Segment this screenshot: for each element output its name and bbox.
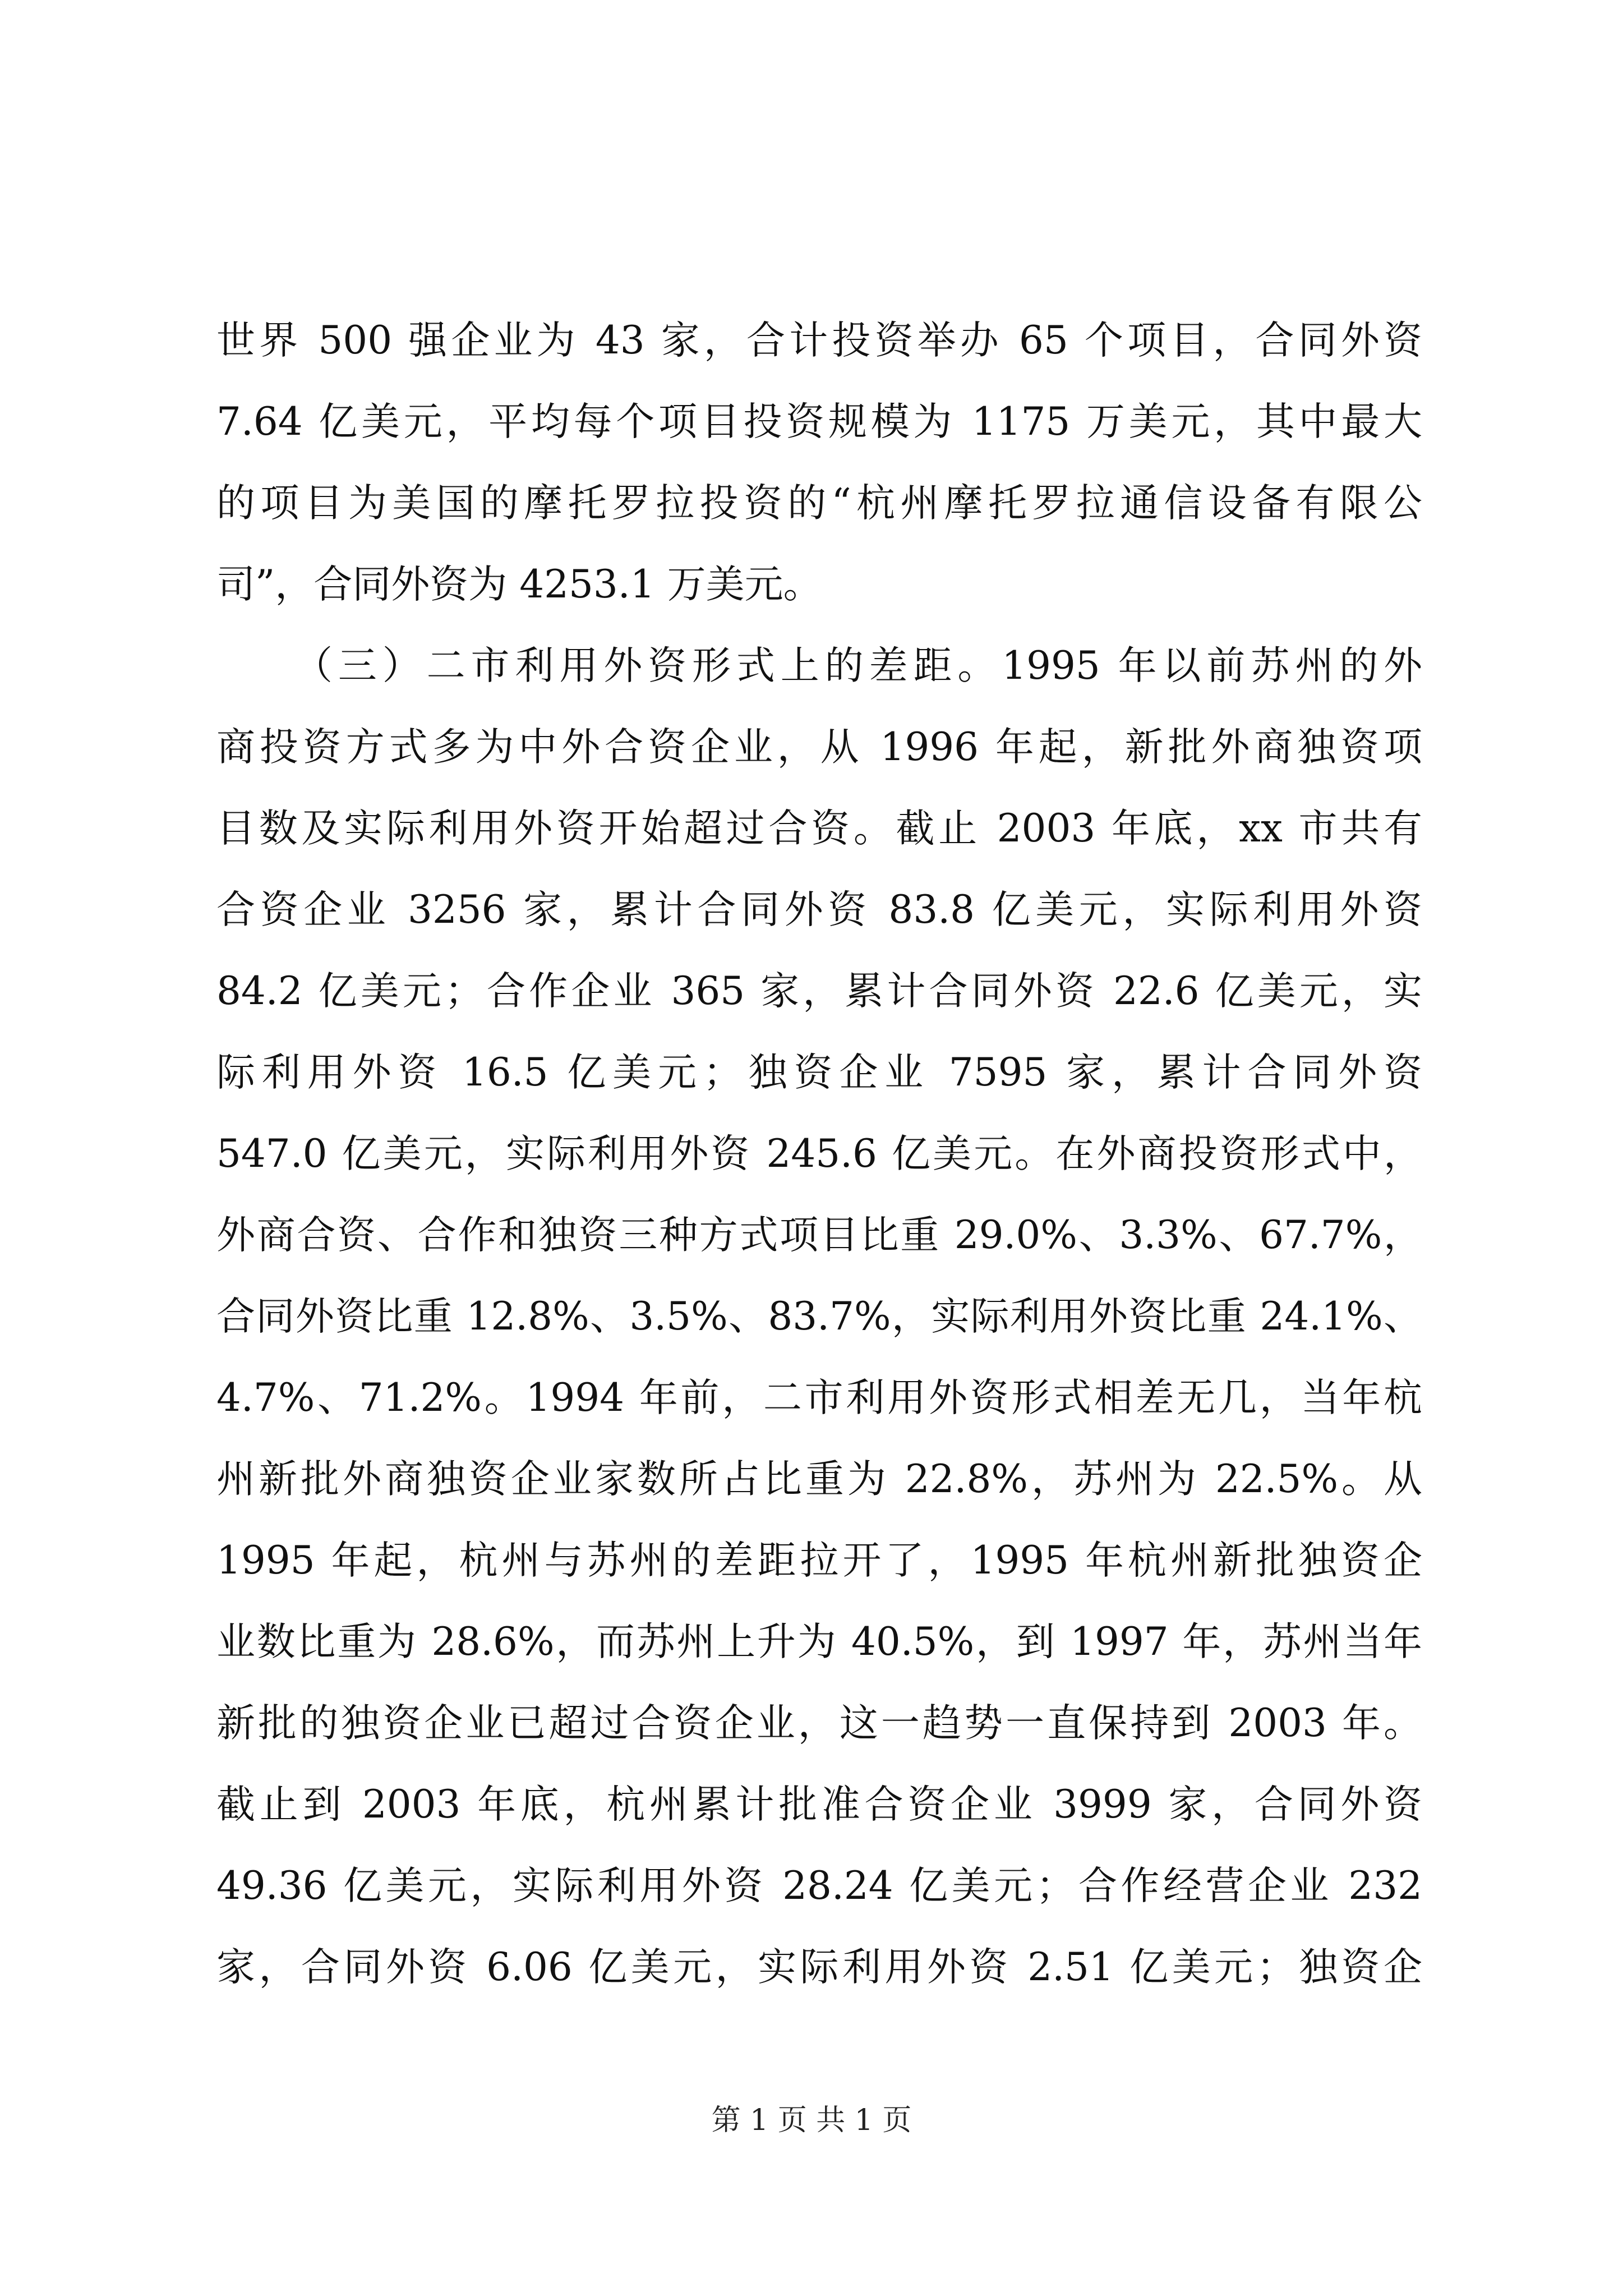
text-line: 7.64 亿美元，平均每个项目投资规模为 1175 万美元，其中最大 [216,399,1422,444]
text-line: 业数比重为 28.6%，而苏州上升为 40.5%，到 1997 年，苏州当年 [216,1619,1422,1664]
text-line: 84.2 亿美元；合作企业 365 家，累计合同外资 22.6 亿美元，实 [216,969,1422,1014]
page-number-footer: 第 1 页 共 1 页 [711,2104,912,2137]
text-line: 家，合同外资 6.06 亿美元，实际利用外资 2.51 亿美元；独资企 [216,1945,1422,1990]
text-line: 司”，合同外资为 4253.1 万美元。 [216,562,822,607]
text-line: 1995 年起，杭州与苏州的差距拉开了，1995 年杭州新批独资企 [216,1538,1422,1583]
text-line: 547.0 亿美元，实际利用外资 245.6 亿美元。在外商投资形式中， [216,1131,1422,1176]
text-line: 际利用外资 16.5 亿美元；独资企业 7595 家，累计合同外资 [216,1050,1422,1095]
text-line: 州新批外商独资企业家数所占比重为 22.8%，苏州为 22.5%。从 [216,1457,1422,1502]
text-line: 新批的独资企业已超过合资企业，这一趋势一直保持到 2003 年。 [216,1701,1422,1746]
document-body [216,300,1422,2008]
text-line: 外商合资、合作和独资三种方式项目比重 29.0%、3.3%、67.7%， [216,1213,1422,1258]
text-line: 截止到 2003 年底，杭州累计批准合资企业 3999 家，合同外资 [216,1782,1422,1827]
text-line: 商投资方式多为中外合资企业，从 1996 年起，新批外商独资项 [216,725,1422,770]
text-line: 4.7%、71.2%。1994 年前，二市利用外资形式相差无几，当年杭 [216,1375,1422,1420]
text-line: 的项目为美国的摩托罗拉投资的“杭州摩托罗拉通信设备有限公 [216,481,1422,526]
text-line: 目数及实际利用外资开始超过合资。截止 2003 年底，xx 市共有 [216,806,1422,851]
text-line: 合资企业 3256 家，累计合同外资 83.8 亿美元，实际利用外资 [216,887,1422,932]
text-line: 世界 500 强企业为 43 家，合计投资举办 65 个项目，合同外资 [216,318,1422,363]
text-line: 合同外资比重 12.8%、3.5%、83.7%，实际利用外资比重 24.1%、 [216,1294,1422,1339]
text-line: （三）二市利用外资形式上的差距。1995 年以前苏州的外 [294,643,1422,688]
text-line: 49.36 亿美元，实际利用外资 28.24 亿美元；合作经营企业 232 [216,1864,1422,1908]
